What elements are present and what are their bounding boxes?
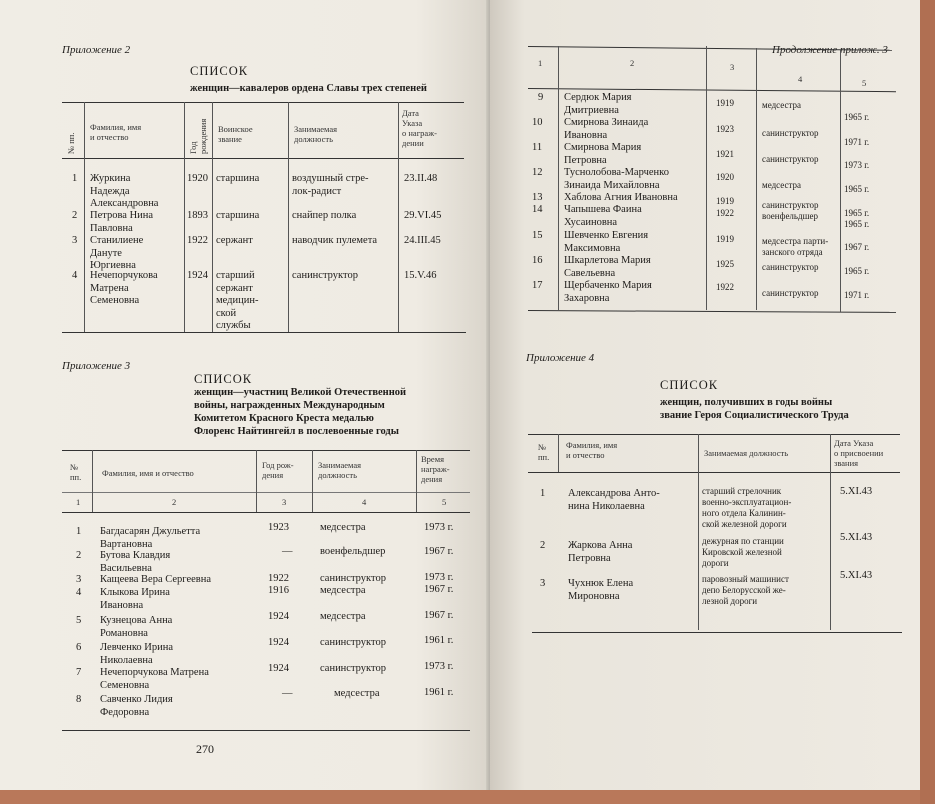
col-number: 2 — [172, 497, 177, 507]
table-row: 2 — [72, 210, 78, 221]
cell-rank: сержант — [216, 235, 253, 246]
col-number: 5 — [862, 78, 867, 88]
cell-year: 1893 — [187, 210, 208, 221]
table-row: 5 — [76, 615, 82, 626]
col-number: 5 — [442, 497, 447, 507]
cell-post: медсестра — [320, 585, 366, 596]
cell-name: Левченко Ирина Николаевна — [100, 642, 174, 666]
cell-year: — — [282, 688, 293, 699]
table-row: 12 — [532, 167, 543, 178]
cell-post: наводчик пулемета — [292, 235, 378, 246]
col-header-name: Фамилия, имя и отчество — [90, 122, 142, 142]
cell-name: Чухнюк Елена Мироновна — [568, 578, 634, 602]
cell-post: санинструктор — [762, 154, 819, 164]
col-header-year: Год рож- дения — [262, 460, 294, 480]
col-header-number: № пп. — [538, 442, 550, 462]
cell-date: 1973 г. — [424, 522, 454, 533]
cell-year: 1919 — [716, 234, 734, 244]
cell-name: Жаркова Анна Петровна — [568, 540, 633, 564]
cell-post: медсестра — [320, 611, 366, 622]
cell-post: санинструктор — [320, 573, 386, 584]
appendix-3-title: СПИСОК — [194, 372, 253, 386]
cell-year: 1922 — [187, 235, 208, 246]
cell-post: медсестра — [762, 100, 802, 110]
cell-date: 15.V.46 — [404, 270, 437, 281]
cell-name: Сердюк Мария Дмитриевна — [564, 92, 632, 116]
table-row: 15 — [532, 230, 543, 241]
table-row: 1 — [76, 526, 82, 537]
page-number: 270 — [196, 742, 214, 756]
appendix-2-title: СПИСОК — [190, 64, 249, 78]
table-row: 2 — [76, 550, 82, 561]
table-row: 11 — [532, 142, 543, 153]
cell-rank: старшина — [216, 173, 260, 184]
cell-year: 1919 — [716, 196, 734, 206]
col-number: 1 — [76, 497, 81, 507]
cell-date: 1967 г. — [844, 242, 870, 252]
appendix-2-label: Приложение 2 — [62, 44, 131, 56]
col-number: 4 — [362, 497, 367, 507]
col-header-name: Фамилия, имя и отчество — [102, 468, 194, 478]
table-row: 7 — [76, 667, 82, 678]
cell-name: Клыкова Ирина Ивановна — [100, 587, 170, 611]
cell-name: Кащеева Вера Сергеевна — [100, 574, 212, 585]
cell-year: 1919 — [716, 98, 734, 108]
right-page — [490, 0, 920, 790]
cell-year: 1921 — [716, 149, 734, 159]
cell-name: Нечепорчукова Матрена Семеновна — [100, 667, 209, 691]
cell-name: Смирнова Мария Петровна — [564, 142, 642, 166]
cell-post: медсестра — [762, 180, 802, 190]
col-number: 3 — [730, 62, 735, 72]
cell-date: 23.II.48 — [404, 173, 438, 184]
col-header-date: Время награж- дения — [421, 454, 450, 484]
appendix-2-subtitle: женщин—кавалеров ордена Славы трех степеней — [190, 83, 427, 94]
cell-year: 1920 — [187, 173, 208, 184]
cell-post: военфельдшер — [762, 211, 819, 221]
cell-date: 1973 г. — [844, 160, 870, 170]
col-header-post: Занимаемая должность — [294, 124, 337, 144]
cell-post: дежурная по станции Кировской железной дороги — [702, 536, 784, 568]
col-header-number: № пп. — [66, 132, 76, 154]
cell-date: 1967 г. — [424, 610, 454, 621]
cell-name: Шкарлетова Мария Савельевна — [564, 255, 651, 279]
cell-date: 1967 г. — [424, 584, 454, 595]
cell-date: 1971 г. — [844, 137, 870, 147]
cell-date: 5.XI.43 — [840, 532, 873, 543]
cell-name: Чапышева Фаина Хусаиновна — [564, 204, 642, 228]
col-header-date: Дата Указа о присвоении звания — [834, 438, 884, 468]
col-number: 2 — [630, 58, 635, 68]
cell-name: Петрова Нина Павловна — [90, 210, 154, 234]
table-row: 1 — [540, 488, 546, 499]
appendix-3-subtitle: женщин—участниц Великой Отечественной войны, награжденных Международным Комитетом Красного Креста медалью Флоренс Найтингейл в послевоенные годы — [194, 387, 407, 437]
cell-post: санинструктор — [762, 288, 819, 298]
col-header-rank: Воинское звание — [218, 124, 253, 144]
table-row: 10 — [532, 117, 543, 128]
table-row: 16 — [532, 255, 543, 266]
cell-post: военфельдшер — [320, 546, 386, 557]
cell-post: санинструктор — [320, 663, 386, 674]
book-cover-edge — [920, 0, 935, 804]
cell-date: 24.III.45 — [404, 235, 441, 246]
cell-year: 1922 — [716, 282, 734, 292]
cell-post: воздушный стре- лок-радист — [292, 173, 369, 197]
col-header-post: Занимаемая должность — [704, 448, 789, 458]
cell-name: Хаблова Агния Ивановна — [564, 192, 678, 203]
cell-year: 1922 — [268, 573, 289, 584]
cell-post: паровозный машинист депо Белорусской же- лезной дороги — [702, 574, 789, 606]
cell-post: санинструктор — [320, 637, 386, 648]
col-header-year: Год рождения — [188, 118, 208, 154]
table-row: 14 — [532, 204, 543, 215]
table-row: 3 — [540, 578, 546, 589]
table-row: 1 — [72, 173, 78, 184]
cell-date: 1965 г. — [844, 208, 870, 218]
cell-date: 1971 г. — [844, 290, 870, 300]
appendix-3-label: Приложение 3 — [62, 360, 131, 372]
cell-date: 1965 г. — [844, 112, 870, 122]
cell-name: Туснолобова-Марченко Зинаида Михайловна — [564, 167, 669, 191]
cell-year: 1916 — [268, 585, 289, 596]
cell-name: Бутова Клавдия Васильевна — [100, 550, 171, 574]
col-number: 4 — [798, 74, 803, 84]
continuation-label: Продолжение прилож. 3 — [772, 44, 888, 56]
cell-date: 1973 г. — [424, 572, 454, 583]
col-header-number: № пп. — [70, 462, 82, 482]
cell-name: Нечепорчукова Матрена Семеновна — [90, 270, 158, 306]
cell-post: санинструктор — [762, 262, 819, 272]
appendix-4-title: СПИСОК — [660, 378, 719, 392]
cell-year: 1925 — [716, 259, 734, 269]
cell-name: Кузнецова Анна Романовна — [100, 615, 173, 639]
cell-rank: старшина — [216, 210, 260, 221]
table-row: 4 — [76, 587, 82, 598]
cell-year: 1923 — [268, 522, 289, 533]
col-header-post: Занимаемая должность — [318, 460, 361, 480]
col-number: 1 — [538, 58, 543, 68]
cell-year: 1924 — [268, 637, 289, 648]
table-row: 4 — [72, 270, 78, 281]
cell-date: 1965 г. — [844, 266, 870, 276]
table-row: 2 — [540, 540, 546, 551]
cell-date: 1973 г. — [424, 661, 454, 672]
table-row: 3 — [76, 574, 82, 585]
cell-post: санинструктор — [762, 128, 819, 138]
cell-name: Станилиене Дануте Юргиевна — [90, 235, 144, 271]
cell-post: санинструктор — [762, 200, 819, 210]
cell-year: 1922 — [716, 208, 734, 218]
cell-date: 5.XI.43 — [840, 570, 873, 581]
appendix-4-subtitle: женщин, получивших в годы войны звание Героя Социалистического Труда — [660, 397, 849, 421]
cell-year: 1924 — [268, 663, 289, 674]
col-number: 3 — [282, 497, 287, 507]
cell-name: Щербаченко Мария Захаровна — [564, 280, 652, 304]
cell-rank: старший сержант медицин- ской службы — [216, 270, 259, 331]
cell-post: медсестра — [320, 522, 366, 533]
table-row: 9 — [538, 92, 544, 103]
cell-post: старший стрелочник военно-эксплуатацион- ного отдела Калинин- ской железной дороги — [702, 486, 792, 529]
cell-name: Смирнова Зинаида Ивановна — [564, 117, 649, 141]
cell-date: 1961 г. — [424, 635, 454, 646]
cell-post: снайпер полка — [292, 210, 357, 221]
table-row: 3 — [72, 235, 78, 246]
cell-year: 1924 — [268, 611, 289, 622]
cell-date: 29.VI.45 — [404, 210, 442, 221]
cell-date: 1961 г. — [424, 687, 454, 698]
cell-year: 1923 — [716, 124, 734, 134]
cell-name: Александрова Анто- нина Николаевна — [568, 488, 660, 512]
cell-name: Багдасарян Джульетта Вартановна — [100, 526, 201, 550]
cell-post: санинструктор — [292, 270, 358, 281]
table-row: 13 — [532, 192, 543, 203]
cell-date: 5.XI.43 — [840, 486, 873, 497]
cell-name: Шевченко Евгения Максимовна — [564, 230, 649, 254]
cell-year: 1920 — [716, 172, 734, 182]
cell-post: медсестра парти- занского отряда — [762, 236, 829, 257]
table-row: 8 — [76, 694, 82, 705]
cell-name: Журкина Надежда Александровна — [90, 173, 159, 209]
col-header-date: Дата Указа о награж- дении — [402, 108, 437, 148]
cell-year: — — [282, 546, 293, 557]
cell-year: 1924 — [187, 270, 208, 281]
appendix-4-label: Приложение 4 — [526, 352, 595, 364]
table-row: 6 — [76, 642, 82, 653]
col-header-name: Фамилия, имя и отчество — [566, 440, 618, 460]
cell-name: Савченко Лидия Федоровна — [100, 694, 173, 718]
cell-date: 1967 г. — [424, 546, 454, 557]
cell-post: медсестра — [334, 688, 380, 699]
cell-date: 1965 г. — [844, 219, 870, 229]
cell-date: 1965 г. — [844, 184, 870, 194]
table-row: 17 — [532, 280, 543, 291]
